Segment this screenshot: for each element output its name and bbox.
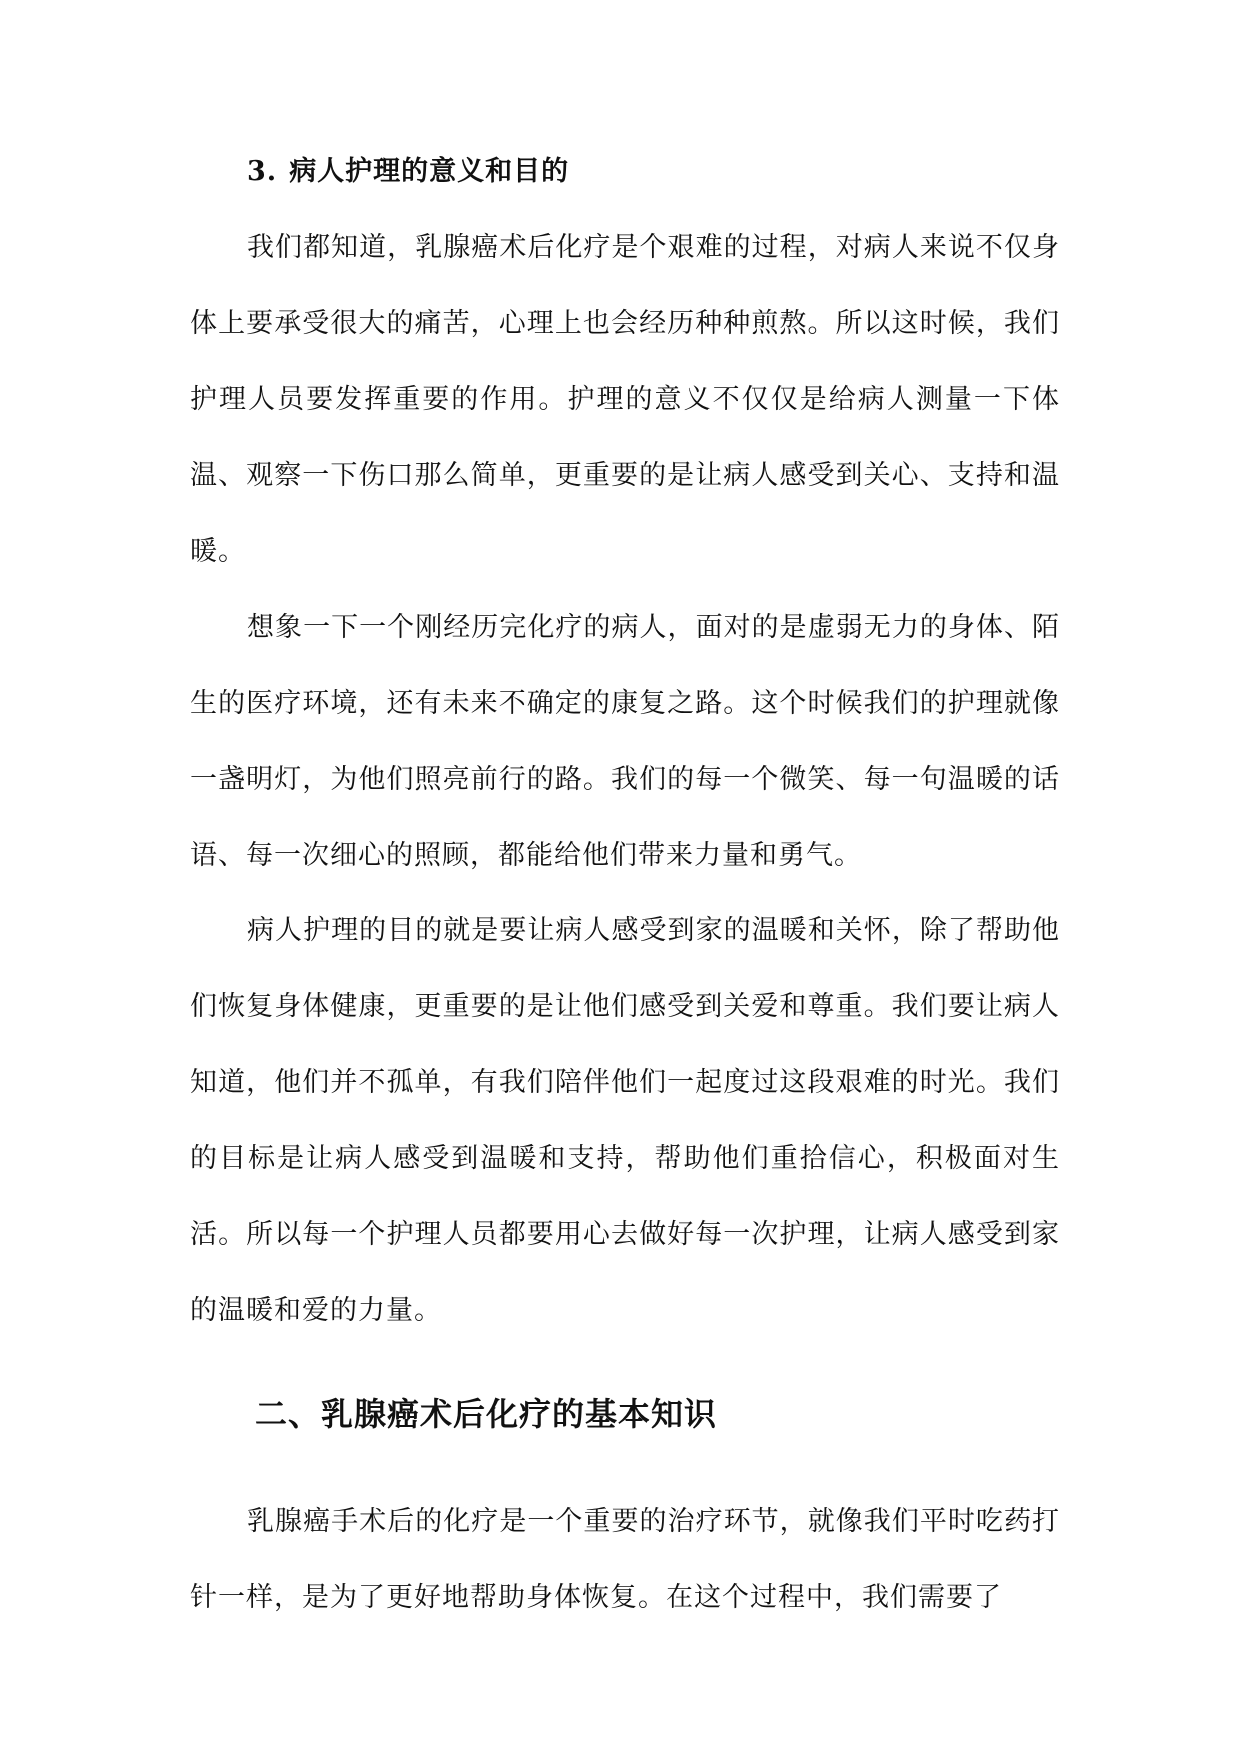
section-title: 病人护理的意义和目的: [289, 156, 570, 187]
paragraph: 想象一下一个刚经历完化疗的病人，面对的是虚弱无力的身体、陌生的医疗环境，还有未来不确定的康复之路。这个时候我们的护理就像一盏明灯，为他们照亮前行的路。我们的每一个微笑、每一句温暖的话语、每一次细心的照顾，都能给他们带来力量和勇气。: [190, 612, 1060, 871]
paragraph: 我们都知道，乳腺癌术后化疗是个艰难的过程，对病人来说不仅身体上要承受很大的痛苦，心理上也会经历种种煎熬。所以这时候，我们护理人员要发挥重要的作用。护理的意义不仅仅是给病人测量一下体温、观察一下伤口那么简单，更重要的是让病人感受到关心、支持和温暖。: [190, 232, 1060, 567]
chapter-heading: 二、乳腺癌术后化疗的基本知识: [255, 1395, 718, 1433]
paragraph: 病人护理的目的就是要让病人感受到家的温暖和关怀，除了帮助他们恢复身体健康，更重要的是让他们感受到关爱和尊重。我们要让病人知道，他们并不孤单，有我们陪伴他们一起度过这段艰难的时光。我们的目标是让病人感受到温暖和支持，帮助他们重拾信心，积极面对生活。所以每一个护理人员都要用心去做好每一次护理，让病人感受到家的温暖和爱的力量。: [190, 915, 1060, 1326]
section-heading: [247, 152, 569, 192]
paragraph: 乳腺癌手术后的化疗是一个重要的治疗环节，就像我们平时吃药打针一样，是为了更好地帮助身体恢复。在这个过程中，我们需要了: [190, 1506, 1060, 1613]
section-number: 3.: [247, 156, 278, 187]
